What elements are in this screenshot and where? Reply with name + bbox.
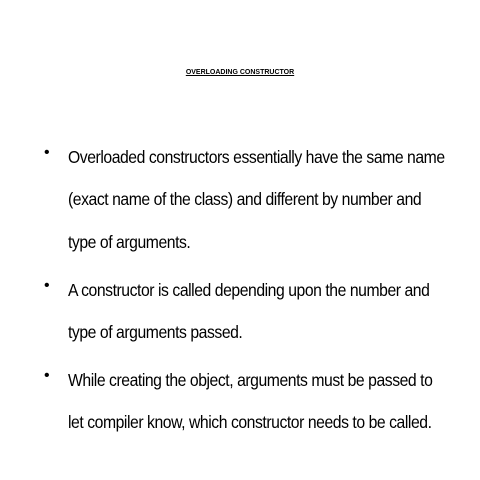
bullet-dot-icon: • xyxy=(44,144,50,161)
bullet-dot-icon: • xyxy=(44,277,50,294)
bullet-text-line: let compiler know, which constructor needs to be called. xyxy=(68,412,432,432)
bullet-text-line: While creating the object, arguments must be passed to xyxy=(68,370,433,390)
bullet-text-line: A constructor is called depending upon the number and xyxy=(68,280,430,300)
bullet-text-line: type of arguments passed. xyxy=(68,322,243,342)
bullet-text-line: (exact name of the class) and different by number and xyxy=(68,189,422,209)
bullet-text-line: type of arguments. xyxy=(68,232,191,252)
bullet-text-line: Overloaded constructors essentially have the same name xyxy=(68,147,445,167)
slide-title: OVERLOADING CONSTRUCTOR xyxy=(185,69,295,76)
bullet-dot-icon: • xyxy=(44,367,50,384)
